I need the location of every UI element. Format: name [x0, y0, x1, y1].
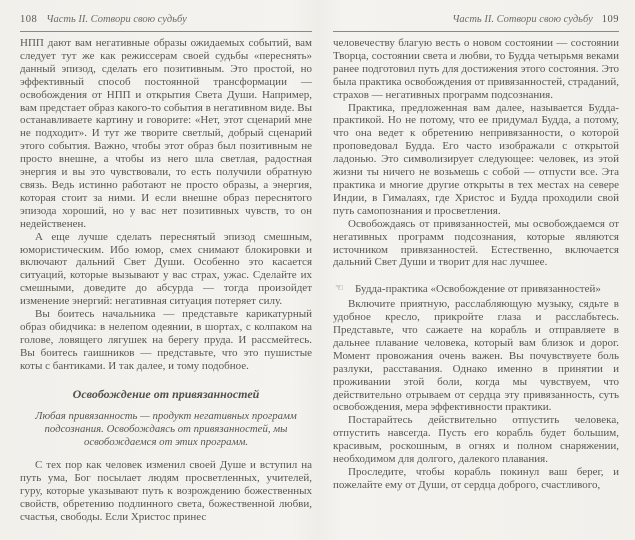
- paragraph: Вы боитесь начальника — представьте карикатурный образ обидчика: в нелепом одеянии, в шортах, с колпаком на голове, ловящего лягушек на берегу пруда. И рассмейтесь. Вы боитесь гаишников — представьте, что это пушистые коты с бантиками. И так далее, и тому подобное.: [20, 308, 312, 372]
- paragraph: Проследите, чтобы корабль покинул ваш берег, и пожелайте ему от Души, от сердца доброго, счастливого,: [333, 466, 619, 491]
- right-page-number: 109: [601, 14, 619, 25]
- section-heading: Освобождение от привязанностей: [72, 386, 260, 401]
- paragraph: Практика, предложенная вам далее, называется Будда-практикой. Но не потому, что ее придумал Будда, а потому, что она ведет к обретению непривязанности, о которой проповедовал Будда. Его часто изображали с открытой ладонью. Это символизирует следующее: человек, из этой жизни ты ничего не возьмешь с собой — отпусти все. Эта практика и многие другие открыты в тех местах на севере Индии, в Гималаях, где Христос и Будда проходили свой путь самопознания и просветления.: [333, 101, 619, 217]
- left-page: [20, 0, 312, 540]
- practice-block: [333, 283, 619, 296]
- right-running-title: Часть II. Сотвори свою судьбу: [452, 14, 593, 25]
- paragraph: Постарайтесь действительно отпустить человека, отпустить навсегда. Пусть его корабль будет большим, красивым, роскошным, в огнях и полном снаряжении, необходимом для долгого, далекого плавания.: [333, 414, 619, 466]
- practice-title: Будда-практика «Освобождение от привязанностей»: [355, 283, 601, 296]
- right-page-body: [333, 37, 619, 492]
- left-page-body: [20, 37, 312, 524]
- left-page-number: 108: [20, 14, 38, 25]
- epigraph: Любая привязанность — продукт негативных программ подсознания. Освобождаясь от привязанностей, мы освобождаемся от этих программ.: [35, 409, 297, 448]
- paragraph: Включите приятную, расслабляющую музыку, сядьте в удобное кресло, прикройте глаза и расслабьтесь. Представьте, что сажаете на корабль и отправляете в дальнее плавание человека, который вам близок и дорог. Момент провожания очень важен. Вы почувствуете боль разлуки, расставания. Однако именно в принятии и проживании этой боли, когда мы чувствуем, что действительно отрываем от сердца эту привязанность, суть освобождения, мера эффективности практики.: [333, 298, 619, 414]
- paragraph: Освобождаясь от привязанностей, мы освобождаемся от негативных программ подсознания, которые являются источником привязанностей. Естественно, включается дальний Свет Души и творит для нас лучшее.: [333, 217, 619, 269]
- left-running-head: [20, 13, 312, 32]
- left-running-title: Часть II. Сотвори свою судьбу: [46, 14, 187, 25]
- paragraph: А еще лучше сделать переснятый эпизод смешным, юмористическим. Ибо юмор, смех снимают блокировки и включают дальний Свет Души. Особенно это касается ситуаций, которые вызывают у вас страх, ужас. Сделайте их смешными, доведите до абсурда — тогда произойдет изменение энергий: негативная ситуация потеряет силу.: [20, 230, 312, 308]
- pointing-hand-icon: ☜: [335, 283, 344, 295]
- paragraph: НПП дают вам негативные образы ожидаемых событий, вам следует тут же как режиссерам своей судьбы «переснять» данный эпизод, сделать его позитивным. Это простой, но эффективный способ постоянной трансформации — освобождения от НПП и открытия Света Души. Например, вам предстает образ какого-то события в негативном виде. Вы останавливаете картину и говорите: «Нет, этот сценарий мне не подходит». И тут же творите светлый, добрый сценарий этого события. Важно, чтобы этот образ был позитивным не просто внешне, а чтобы из него шла светлая, радостная энергия и вы это чувствовали, то есть получили обратную связь. Ведь истинно работают не просто образы, а энергия, которая стоит за ними. И если внешне образ переснятого эпизода хороший, но у вас нет позитивных чувств, то он недейственен.: [20, 37, 312, 230]
- right-page: [333, 0, 619, 540]
- paragraph: человечеству благую весть о новом состоянии — состоянии Творца, состоянии света и любви, то Будда четырьмя веками ранее подготовил путь для достижения этого состояния. Это была практика освобождения от привязанностей, страданий, страхов — негативных программ подсознания.: [333, 37, 619, 101]
- paragraph: С тех пор как человек изменил своей Душе и вступил на путь ума, Бог посылает людям просветленных, учителей, гуру, которые указывают путь к возрождению божественных свойств, обретению подлинного света, божественной любви, счастья, свободы. Если Христос принес: [20, 459, 312, 523]
- right-running-head: [333, 13, 619, 32]
